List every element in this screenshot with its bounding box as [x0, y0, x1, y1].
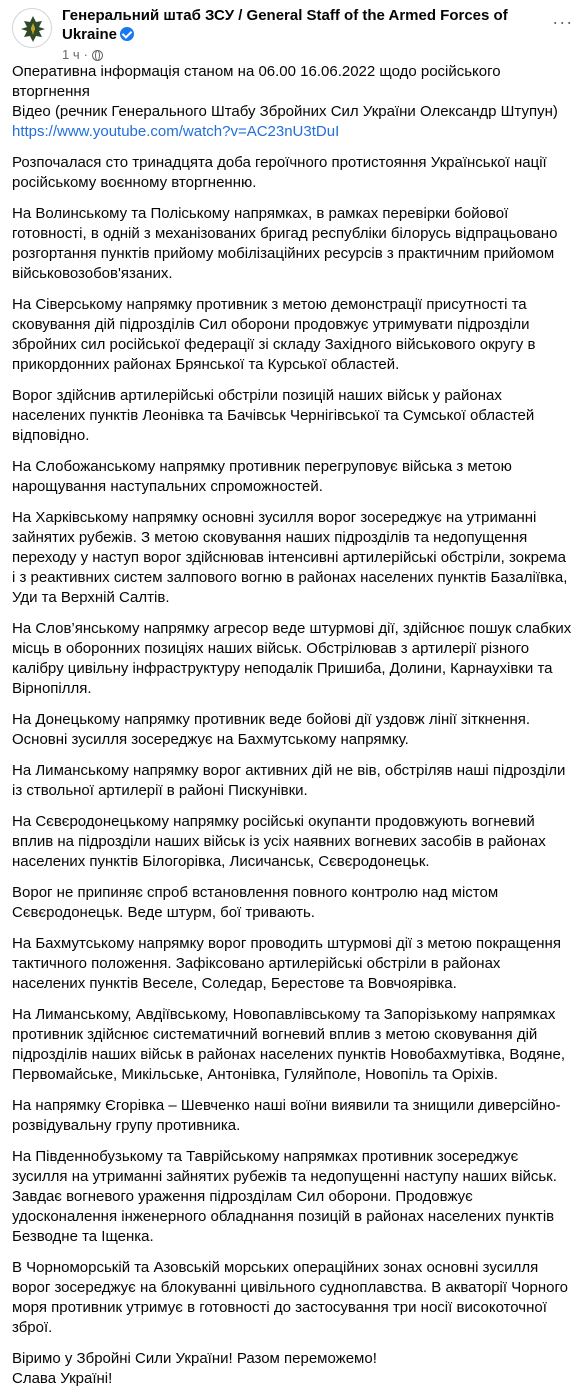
post-time[interactable]: 1 ч — [62, 47, 80, 62]
post-timestamp-row — [62, 47, 551, 63]
post-paragraph: На Сєвєродонецькому напрямку російські окупанти продовжують вогневий вплив на підрозділи наших військ із усіх наявних вогневих засобів в районах населених пунктів Білогорівка, Лисичанськ, Сєвєродонецьк. — [12, 813, 546, 870]
intro-line: Оперативна інформація станом на 06.00 16.06.2022 щодо російського вторгнення — [12, 63, 501, 100]
youtube-link[interactable]: https://www.youtube.com/watch?v=AC23nU3tDuI — [12, 123, 340, 140]
post-paragraph: На Сіверському напрямку противник з метою демонстрації присутності та сковування дій підрозділів Сил оборони продовжує утримувати підрозділи збройних сил російської федерації зі складу Західного військового округу в прикордонних районах Брянської та Курської областей. — [12, 296, 536, 373]
post-paragraph: На Слов’янському напрямку агресор веде штурмові дії, здійснює пошук слабких місць в оборонних позиціях наших військ. Обстрілював з артилерії різного калібру цивільну інфраструктуру неподалік Пришиба, Долини, Карнаухівки та Вірнопілля. — [12, 620, 572, 697]
post-body — [0, 62, 584, 1389]
post-paragraph: На Харківському напрямку основні зусилля ворог зосереджує на утриманні зайнятих рубежів. З метою сковування наших підрозділів та недопущення переходу у наступ ворог здійснював інтенсивні артилерійські обстріли, зокрема і з реактивних систем залпового вогню в районах населених пунктів Базаліївка, Уди та Верхній Салтів. — [12, 509, 568, 606]
post-paragraph: На Волинському та Поліському напрямках, в рамках перевірки бойової готовності, в одній з механізованих бригад республіки білорусь відпрацьовано розгортання пунктів прийому мобілізаційних ресурсів з практичним прийомом військовозобов'язаних. — [12, 205, 558, 282]
verified-badge-icon — [120, 27, 134, 41]
post-closing — [12, 1349, 572, 1389]
post-paragraph: На Південнобузькому та Таврійському напрямках противник зосереджує зусилля на утриманні зайнятих рубежів та недопущенні наступу наших військ. Завдає вогневого ураження підрозділам Сил оборони. Продовжує удосконалення інженерного обладнання позицій в районах населених пунктів Безводне та Іщенка. — [12, 1148, 557, 1245]
general-staff-emblem-icon — [17, 13, 49, 45]
post-paragraph: На Лиманському напрямку ворог активних дій не вів, обстріляв наші підрозділи із ствольної артилерії в районі Пискунівки. — [12, 762, 566, 799]
post-paragraph: В Чорноморській та Азовській морських операційних зонах основні зусилля ворог зосереджує на блокуванні цивільного судноплавства. В акваторії Чорного моря противник утримує в готовності до застосування три носії високоточної зброї. — [12, 1259, 569, 1336]
post-paragraph: На Слобожанському напрямку противник перегруповує війська з метою нарощування наступальних спроможностей. — [12, 458, 512, 495]
post-paragraph: Розпочалася сто тринадцята доба героїчного протистояння Української нації російському воєнному вторгненню. — [12, 154, 547, 191]
post-paragraph: На Бахмутському напрямку ворог проводить штурмові дії з метою покращення тактичного положення. Зафіксовано артилерійські обстріли в районах населених пунктів Веселе, Соледар, Берестове та Вовчоярівка. — [12, 935, 561, 992]
page-name-text[interactable]: Генеральний штаб ЗСУ / General Staff of the Armed Forces of Ukraine — [62, 7, 508, 43]
post-header — [0, 0, 584, 62]
more-options-icon: ··· — [552, 11, 574, 32]
closing-line: Віримо у Збройні Сили України! Разом переможемо! — [12, 1350, 377, 1367]
post-intro — [12, 62, 572, 142]
post-meta — [62, 6, 551, 63]
post-paragraph: Ворог не припиняє спроб встановлення повного контролю над містом Сєвєродонецьк. Веде штурм, бої тривають. — [12, 884, 499, 921]
more-options-button[interactable] — [551, 12, 574, 32]
closing-line: Слава Україні! — [12, 1370, 113, 1387]
post-paragraph: Ворог здійснив артилерійські обстріли позицій наших військ у районах населених пунктів Леонівка та Бачівськ Чернігівської та Сумської областей відповідно. — [12, 387, 535, 444]
post-paragraph: На Донецькому напрямку противник веде бойові дії уздовж лінії зіткнення. Основні зусилля зосереджує на Бахмутському напрямку. — [12, 711, 531, 748]
globe-icon[interactable] — [92, 50, 103, 61]
post-paragraph: На Лиманському, Авдіївському, Новопавлівському та Запорізькому напрямках противник здійснює систематичний вогневий вплив з метою сковування дій підрозділів наших військ в районах населених пунктів Новобахмутівка, Водяне, Первомайське, Микільське, Антонівка, Гуляйполе, Новопіль та Оріхів. — [12, 1006, 566, 1083]
page-avatar[interactable] — [12, 8, 52, 48]
page-name[interactable] — [62, 6, 551, 44]
intro-line: Відео (речник Генерального Штабу Збройних Сил України Олександр Штупун) — [12, 103, 558, 120]
separator-dot: · — [83, 47, 88, 62]
post-paragraph: На напрямку Єгорівка – Шевченко наші воїни виявили та знищили диверсійно-розвідувальну групу противника. — [12, 1097, 561, 1134]
